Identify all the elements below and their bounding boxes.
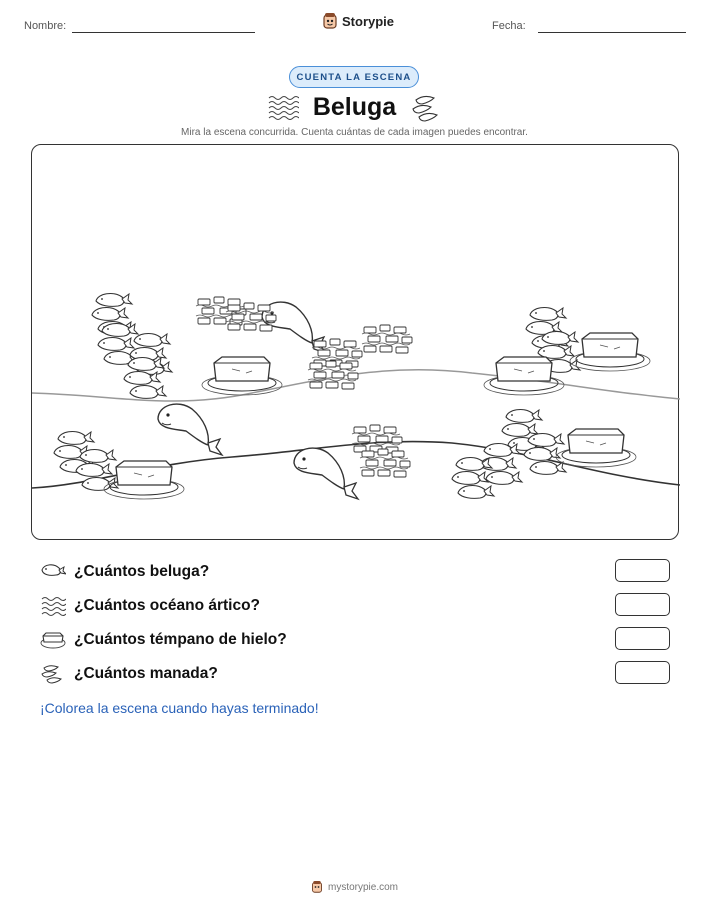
answer-box-arctic-ocean[interactable] <box>615 593 670 616</box>
scene-drawing <box>32 145 680 541</box>
answer-box-ice-floe[interactable] <box>615 627 670 650</box>
pod-icon <box>410 92 442 122</box>
coloring-note: ¡Colorea la escena cuando hayas terminado! <box>40 700 319 716</box>
brand-name: Storypie <box>342 13 395 29</box>
storypie-logo <box>322 12 394 30</box>
question-text: ¿Cuántos beluga? <box>74 563 210 580</box>
title-row <box>0 92 709 122</box>
question-text: ¿Cuántos océano ártico? <box>74 597 261 614</box>
answer-box-pod[interactable] <box>615 661 670 684</box>
question-text: ¿Cuántos témpano de hielo? <box>74 631 287 648</box>
date-field[interactable] <box>538 32 686 33</box>
footer <box>0 880 709 894</box>
arctic-ocean-icon <box>267 94 299 120</box>
pod-icon <box>40 663 66 685</box>
question-beluga <box>40 559 670 585</box>
footer-url[interactable]: mystorypie.com <box>327 881 398 893</box>
beluga-icon <box>40 561 66 583</box>
question-text: ¿Cuántos manada? <box>74 665 218 682</box>
question-pod <box>40 661 670 687</box>
question-ice-floe <box>40 627 670 653</box>
storypie-mascot-icon <box>322 12 338 30</box>
question-arctic-ocean <box>40 593 670 619</box>
name-field[interactable] <box>72 32 255 33</box>
counting-scene[interactable] <box>31 144 679 540</box>
page-title: Beluga <box>312 92 397 121</box>
name-label: Nombre: <box>24 20 67 32</box>
storypie-mascot-icon <box>311 880 323 894</box>
arctic-ocean-icon <box>40 595 66 617</box>
date-label: Fecha: <box>492 20 526 32</box>
instructions: Mira la escena concurrida. Cuenta cuántas de cada imagen puedes encontrar. <box>181 127 528 138</box>
answer-box-beluga[interactable] <box>615 559 670 582</box>
activity-badge: CUENTA LA ESCENA <box>289 66 419 88</box>
ice-floe-icon <box>40 629 66 651</box>
